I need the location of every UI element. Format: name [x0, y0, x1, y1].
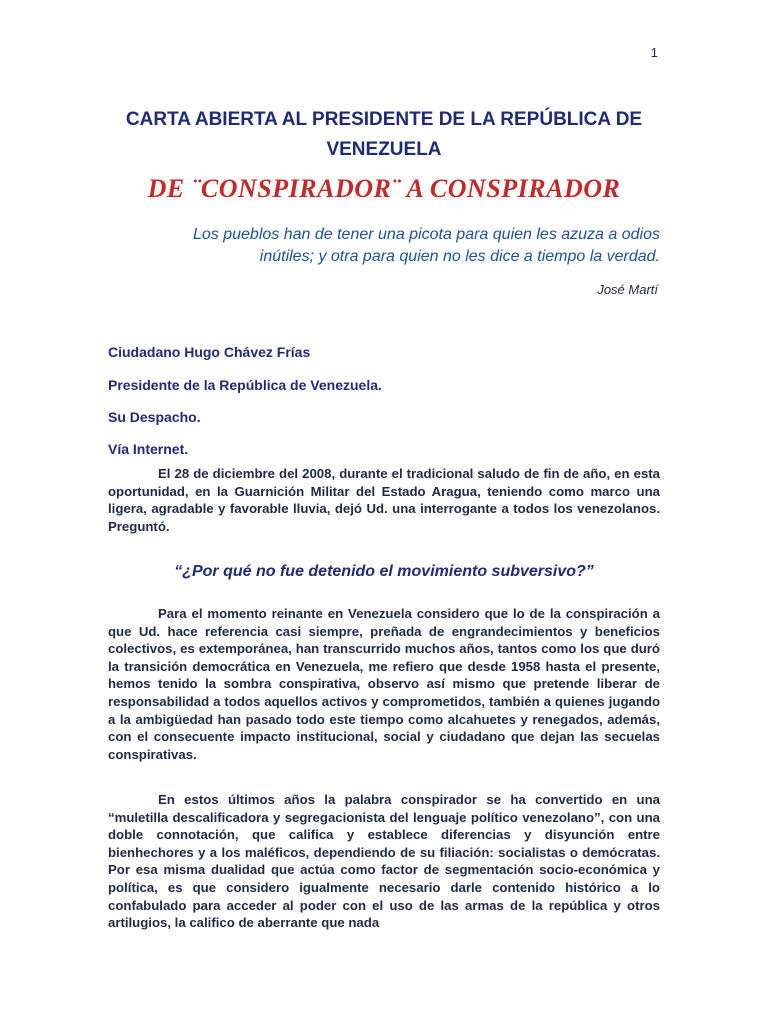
- letter-title: CARTA ABIERTA AL PRESIDENTE DE LA REPÚBLICA DE VENEZUELA: [125, 109, 643, 160]
- highlighted-question: “¿Por qué no fue detenido el movimiento subversivo?”: [174, 563, 594, 580]
- epigraph-quote: Los pueblos han de tener una picota para quien les azuza a odios inútiles; y otra para quien no les dice a tiempo la verdad.: [192, 226, 660, 265]
- epigraph-author: José Martí: [597, 282, 658, 297]
- addressee-office: Su Despacho.: [108, 409, 201, 425]
- body-paragraph: En estos últimos años la palabra conspirador se ha convertido en una “muletilla descalificadora y segregacionista del lenguaje político venezolano”, con una doble connotación, que califica y establece diferencias y disyunción entre bienhechores y a los maléficos, dependiendo de su filiación: socialistas o demócratas. Por esa misma dualidad que actúa como factor de segmentación socio-económica y política, es que considero igualmente necesario darle contenido histórico a lo confabulado para acceder al poder con el uso de las armas de la república y otros artilugios, la califico de aberrante que nada: [108, 792, 660, 931]
- addressee-role: Presidente de la República de Venezuela.: [108, 377, 382, 393]
- page-number: 1: [650, 45, 658, 60]
- addressee-name: Ciudadano Hugo Chávez Frías: [108, 344, 311, 360]
- letter-subtitle: DE ¨CONSPIRADOR¨ A CONSPIRADOR: [147, 174, 621, 203]
- body-paragraph: El 28 de diciembre del 2008, durante el tradicional saludo de fin de año, en esta oportunidad, en la Guarnición Militar del Estado Aragua, teniendo como marco una ligera, agradable y favorable lluvia, dejó Ud. una interrogante a todos los venezolanos. Preguntó.: [108, 466, 660, 534]
- addressee-via: Vía Internet.: [108, 441, 189, 457]
- body-paragraph: Para el momento reinante en Venezuela considero que lo de la conspiración a que Ud. hace referencia casi siempre, preñada de engrandecimientos y beneficios colectivos, es extemporánea, han transcurrido muchos años, tantos como los que duró la transición democrática en Venezuela, me refiero que desde 1958 hasta el presente, hemos tenido la sombra conspirativa, observo así mismo que pretende liberar de responsabilidad a todos aquellos activos y comprometidos, también a quienes jugando a la ambigüedad han pasado todo este tiempo como alcahuetes y renegados, además, con el consecuente impacto institucional, social y ciudadano que dejan las secuelas conspirativas.: [108, 606, 660, 762]
